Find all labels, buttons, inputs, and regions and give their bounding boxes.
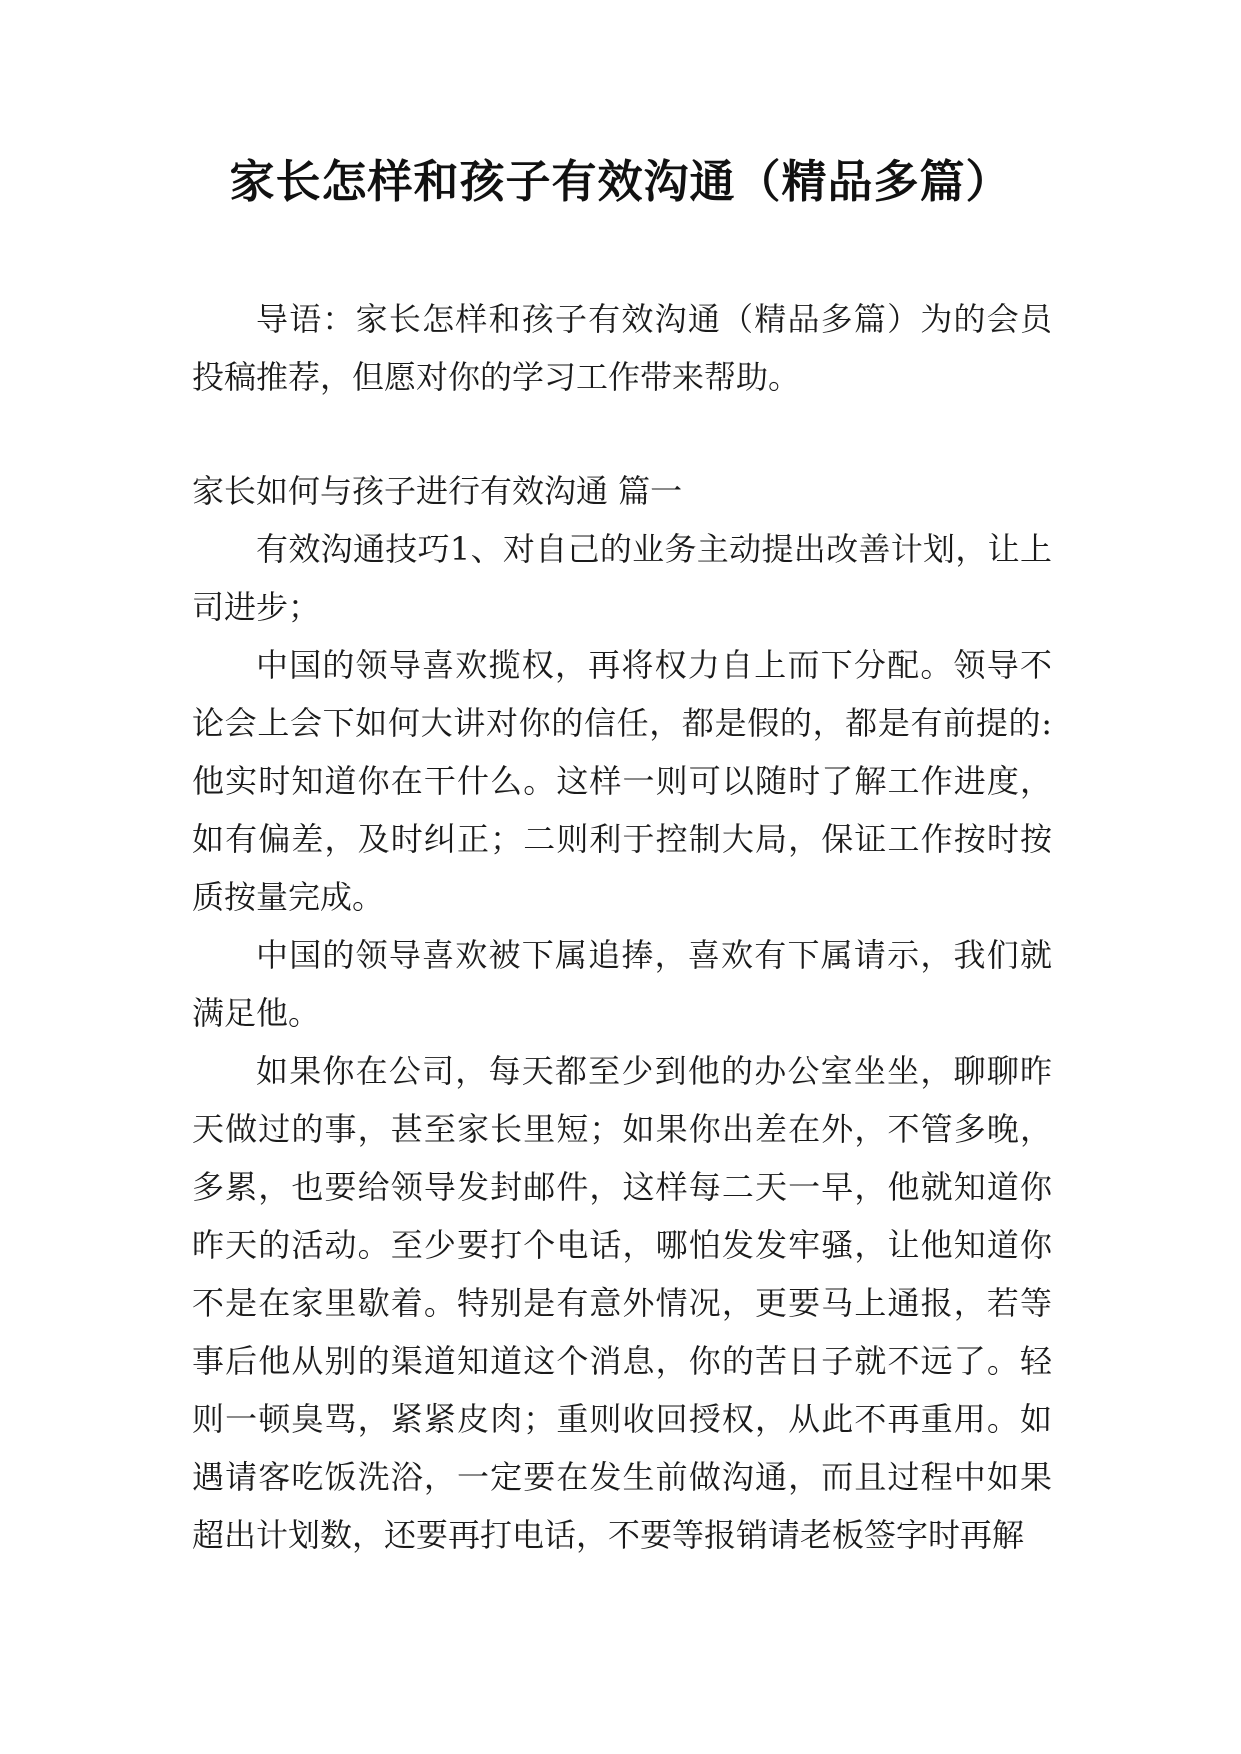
body-paragraph-4: 如果你在公司，每天都至少到他的办公室坐坐，聊聊昨天做过的事，甚至家长里短；如果你出差在外，不管多晚，多累，也要给领导发封邮件，这样每二天一早，他就知道你昨天的活动。至少要打个电话，哪怕发发牢骚，让他知道你不是在家里歇着。特别是有意外情况，更要马上通报，若等事后他从别的渠道知道这个消息，你的苦日子就不远了。轻则一顿臭骂，紧紧皮肉；重则收回授权，从此不再重用。如遇请客吃饭洗浴，一定要在发生前做沟通，而且过程中如果超出计划数，还要再打电话，不要等报销请老板签字时再解 [192,1052,1052,1554]
intro-paragraph: 导语：家长怎样和孩子有效沟通（精品多篇）为的会员投稿推荐，但愿对你的学习工作带来帮助。 [192,300,1052,396]
main-body [192,520,1052,1564]
body-paragraph-1: 有效沟通技巧1、对自己的业务主动提出改善计划，让上司进步； [192,530,1052,626]
body-paragraph-2: 中国的领导喜欢揽权，再将权力自上而下分配。领导不论会上会下如何大讲对你的信任，都是假的，都是有前提的:他实时知道你在干什么。这样一则可以随时了解工作进度，如有偏差，及时纠正；二则利于控制大局，保证工作按时按质按量完成。 [192,646,1052,916]
body-paragraph-3: 中国的领导喜欢被下属追捧，喜欢有下属请示，我们就满足他。 [192,936,1052,1032]
section-heading: 家长如何与孩子进行有效沟通 篇一 [192,472,683,510]
intro-block [192,290,1052,406]
document-title: 家长怎样和孩子有效沟通（精品多篇） [229,155,1012,208]
